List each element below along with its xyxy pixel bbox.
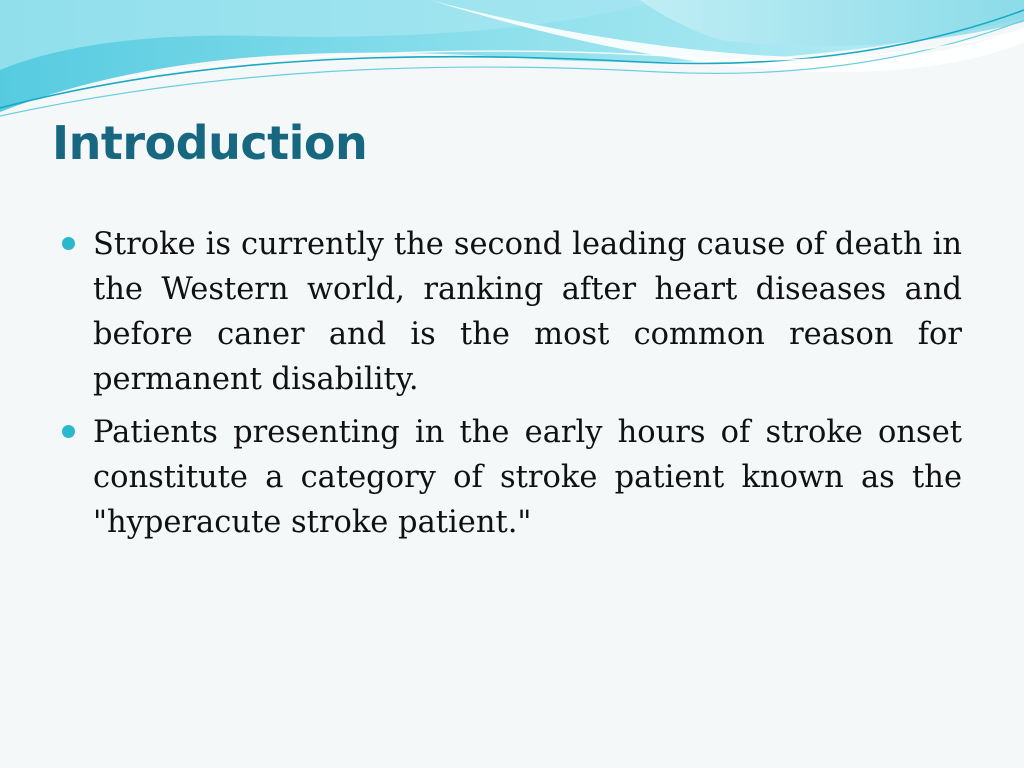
bullet-item bbox=[62, 222, 962, 402]
bullet-item bbox=[62, 410, 962, 545]
bullet-text: Stroke is currently the second leading cause of death in the Western world, ranking after heart diseases and before caner and is the most common reason for permanent disability. bbox=[93, 227, 962, 397]
slide-title: Introduction bbox=[52, 116, 368, 170]
bullet-text: Patients presenting in the early hours of stroke onset constitute a category of stroke patient known as the "hyperacute stroke patient." bbox=[93, 415, 962, 540]
bullet-dot-icon bbox=[62, 425, 75, 438]
bullet-list bbox=[62, 222, 962, 553]
wave-header-decoration bbox=[0, 0, 1024, 130]
bullet-dot-icon bbox=[62, 237, 75, 250]
